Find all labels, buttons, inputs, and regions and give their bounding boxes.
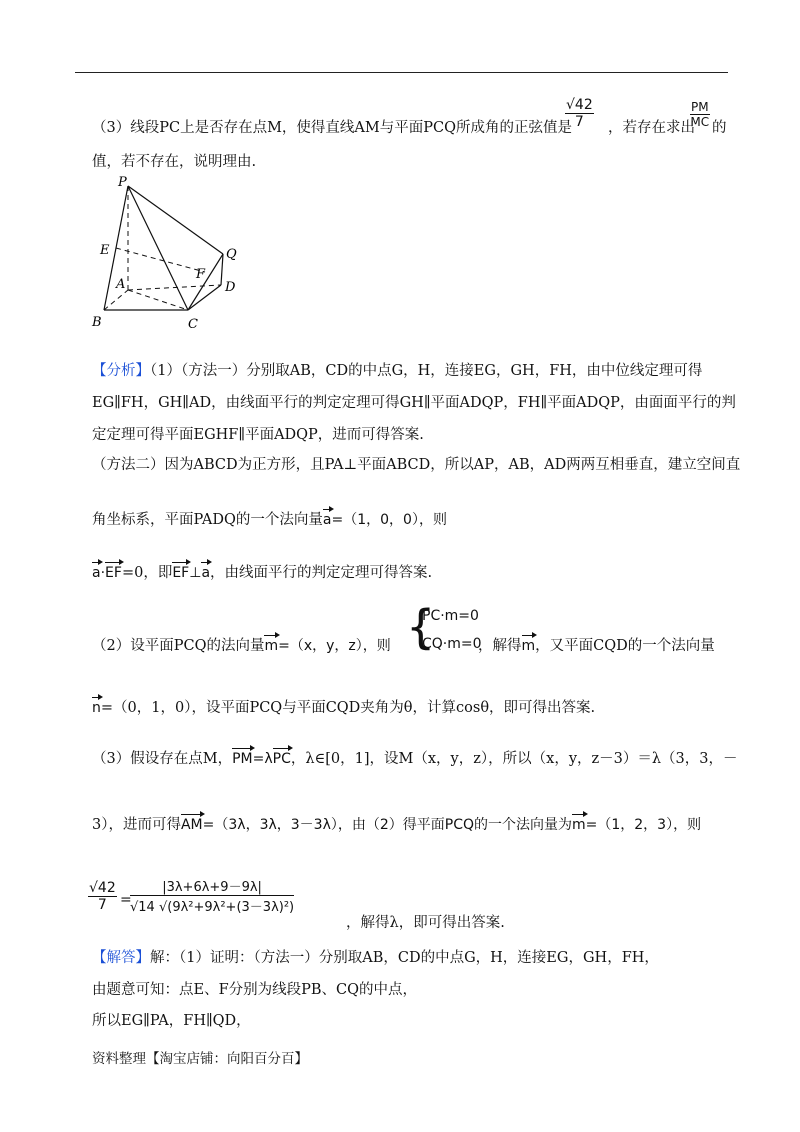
footer-text: 资料整理【淘宝店铺：向阳百分百】 (92, 1051, 308, 1067)
analysis-line4: （方法二）因为ABCD为正方形，且PA⊥平面ABCD，所以AP，AB，AD两两互相垂直，建立空间直 (92, 457, 741, 473)
label-b: B (92, 315, 102, 330)
analysis-line8: n=（0，1，0），设平面PCQ与平面CQD夹角为θ，计算cosθ，即可得出答案. (92, 700, 596, 716)
analysis-tag: 【分析】 (92, 363, 150, 379)
pyramid-figure (84, 172, 254, 334)
q3-line1-tail: ，若存在求出 (608, 120, 695, 136)
answer-line2: 由题意可知：点E、F分别为线段PB、CQ的中点， (92, 982, 418, 998)
label-d: D (225, 280, 236, 295)
eq-equals: = (120, 892, 132, 908)
analysis-line5: 角坐标系，平面PADQ的一个法向量a=（1，0，0），则 (92, 512, 447, 528)
label-q: Q (226, 247, 237, 262)
eq-lhs: $\frac{√42}{7}$ (89, 880, 116, 913)
answer-line1: 【解答】解：（1）证明：（方法一）分别取AB，CD的中点G，H，连接EG，GH，FH， (92, 950, 659, 966)
label-p: P (118, 175, 127, 190)
analysis-line6: a·EF=0，即EF⊥a，由线面平行的判定定理可得答案. (92, 565, 433, 581)
q3-line1-end: 的 (712, 120, 727, 136)
system-eq2: CQ·m=0 (422, 636, 482, 652)
sin-fraction: $\frac{√42}{7}$ (566, 97, 593, 130)
label-f: F (196, 267, 206, 282)
label-e: E (100, 243, 110, 258)
analysis-line11: ，解得λ，即可得出答案. (346, 915, 505, 931)
answer-tag: 【解答】 (92, 950, 150, 966)
system-brace: { (406, 600, 436, 654)
analysis-line9: （3）假设存在点M，PM=λPC，λ∈[0，1]，设M（x，y，z），所以（x，y，z－3）＝λ（3，3，－ (92, 751, 738, 767)
analysis-line7: （2）设平面PCQ的法向量m=（x，y，z），则 (92, 638, 391, 654)
analysis-line1: 【分析】（1）（方法一）分别取AB，CD的中点G，H，连接EG，GH，FH，由中位线定理可得 (92, 363, 703, 379)
answer-line3: 所以EG∥PA，FH∥QD， (92, 1013, 251, 1029)
eq-rhs: $\frac{|3\lambda+6\lambda+9-9\lambda|}{\text{√14 √(9λ²+9λ²+(3－3λ)²)}}$ (130, 876, 294, 915)
analysis-line10: 3），进而可得AM=（3λ，3λ，3－3λ），由（2）得平面PCQ的一个法向量为m=（1，2，3），则 (92, 817, 702, 833)
label-a: A (116, 277, 126, 292)
ratio-fraction: $\frac{PM}{MC}$ (690, 100, 710, 129)
label-c: C (188, 317, 198, 332)
system-eq1: PC·m=0 (422, 608, 479, 624)
q3-line2: 值，若不存在，说明理由. (92, 154, 257, 170)
analysis-line3: 定定理可得平面EGHF∥平面ADQP，进而可得答案. (92, 427, 424, 443)
header-rule (75, 72, 728, 73)
analysis-line2: EG∥FH，GH∥AD，由线面平行的判定定理可得GH∥平面ADQP，FH∥平面ADQP，由面面平行的判 (92, 395, 736, 411)
analysis-line7-tail: ，解得m，又平面CQD的一个法向量 (478, 638, 715, 654)
vector-a: a (322, 512, 332, 528)
q3-line1: （3）线段PC上是否存在点M，使得直线AM与平面PCQ所成角的正弦值是 (92, 120, 572, 136)
